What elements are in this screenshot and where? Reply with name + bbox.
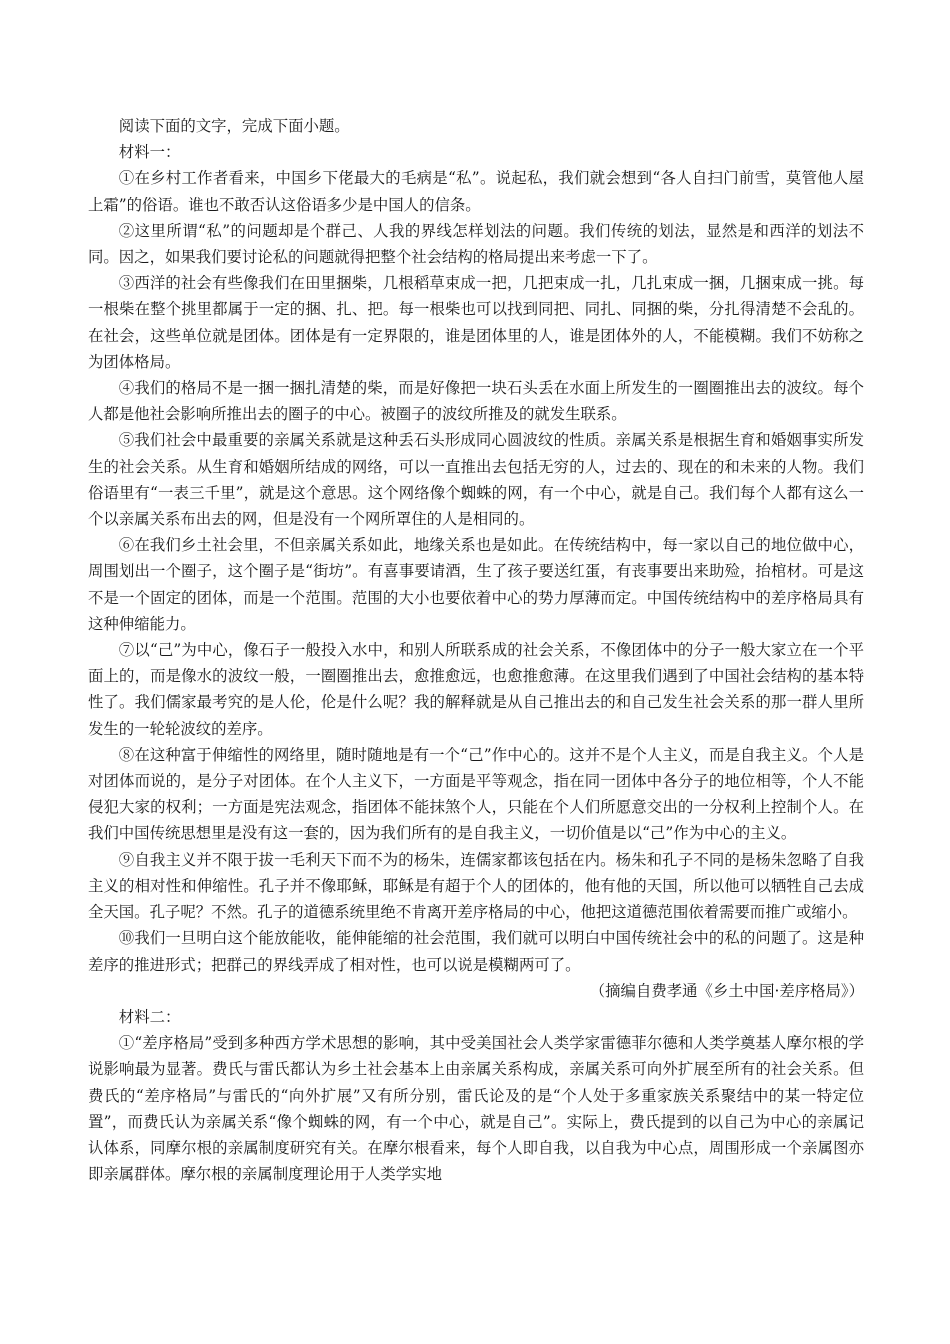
material2-heading: 材料二： [118,1007,181,1026]
material1-paragraph-10: ⑩我们一旦明白这个能放能收，能伸能缩的社会范围，我们就可以明白中国传统社会中的私的问题了。这是种差序的推进形式；把群己的界线弄成了相对性，也可以说是模糊两可了。 [88,929,864,974]
material1-paragraph-5: ⑤我们社会中最重要的亲属关系就是这种丢石头形成同心圆波纹的性质。亲属关系是根据生育和婚姻事实所发生的社会关系。从生育和婚姻所结成的网络，可以一直推出去包括无穷的人，过去的、现在的和未来的人物。我们俗语里有“一表三千里”，就是这个意思。这个网络像个蜘蛛的网，有一个中心，就是自己。我们每个人都有这么一个以亲属关系布出去的网，但是没有一个网所罩住的人是相同的。 [88,431,864,529]
document-page [88,113,864,1187]
material1-paragraph-4: ④我们的格局不是一捆一捆扎清楚的柴，而是好像把一块石头丢在水面上所发生的一圈圈推出去的波纹。每个人都是他社会影响所推出去的圈子的中心。被圈子的波纹所推及的就发生联系。 [88,379,864,424]
material1-paragraph-9: ⑨自我主义并不限于拔一毛利天下而不为的杨朱，连儒家都该包括在内。杨朱和孔子不同的是杨朱忽略了自我主义的相对性和伸缩性。孔子并不像耶稣，耶稣是有超于个人的团体的，他有他的天国，所以他可以牺牲自己去成全天国。孔子呢？不然。孔子的道德系统里绝不肯离开差序格局的中心，他把这道德范围依着需要而推广或缩小。 [88,850,864,922]
material1-paragraph-7: ⑦以“己”为中心，像石子一般投入水中，和别人所联系成的社会关系，不像团体中的分子一般大家立在一个平面上的，而是像水的波纹一般，一圈圈推出去，愈推愈远，也愈推愈薄。在这里我们遇到了中国社会结构的基本特性了。我们儒家最考究的是人伦，伦是什么呢？我的解释就是从自己推出去的和自己发生社会关系的那一群人里所发生的一轮轮波纹的差序。 [88,641,864,738]
material1-paragraph-8: ⑧在这种富于伸缩性的网络里，随时随地是有一个“己”作中心的。这并不是个人主义，而是自我主义。个人是对团体而说的，是分子对团体。在个人主义下，一方面是平等观念，指在同一团体中各分子的地位相等，个人不能侵犯大家的权利；一方面是宪法观念，指团体不能抹煞个人，只能在个人们所愿意交出的一分权利上控制个人。在我们中国传统思想里是没有这一套的，因为我们所有的是自我主义，一切价值是以“己”作为中心的主义。 [88,745,864,843]
material2-paragraph-1: ①“差序格局”受到多种西方学术思想的影响，其中受美国社会人类学家雷德菲尔德和人类学奠基人摩尔根的学说影响最为显著。费氏与雷氏都认为乡土社会基本上由亲属关系构成，亲属关系可向外扩展至所有的社会关系。但费氏的“差序格局”与雷氏的“向外扩展”又有所分别，雷氏论及的是“个人处于多重家族关系聚结中的某一特定位置”，而费氏认为亲属关系“像个蜘蛛的网，有一个中心，就是自己”。实际上，费氏提到的以自己为中心的亲属记认体系，同摩尔根的亲属制度研究有关。在摩尔根看来，每个人即自我，以自我为中心点，周围形成一个亲属图亦即亲属群体。摩尔根的亲属制度理论用于人类学实地 [88,1034,864,1184]
instruction: 阅读下面的文字，完成下面小题。 [118,117,350,135]
material1-paragraph-1: ①在乡村工作者看来，中国乡下佬最大的毛病是“私”。说起私，我们就会想到“各人自扫门前雪，莫管他人屋上霜”的俗语。谁也不敢否认这俗语多少是中国人的信条。 [88,169,864,214]
material1-heading: 材料一： [118,143,181,162]
material1-paragraph-3: ③西洋的社会有些像我们在田里捆柴，几根稻草束成一把，几把束成一扎，几扎束成一捆，几捆束成一挑。每一根柴在整个挑里都属于一定的捆、扎、把。每一根柴也可以找到同把、同扎、同捆的柴，分扎得清楚不会乱的。在社会，这些单位就是团体。团体是有一定界限的，谁是团体里的人，谁是团体外的人，不能模糊。我们不妨称之为团体格局。 [88,274,864,371]
material1-paragraph-6: ⑥在我们乡土社会里，不但亲属关系如此，地缘关系也是如此。在传统结构中，每一家以自己的地位做中心，周围划出一个圈子，这个圈子是“街坊”。有喜事要请酒，生了孩子要送红蛋，有丧事要出来助殓，抬棺材。可是这不是一个固定的团体，而是一个范围。范围的大小也要依着中心的势力厚薄而定。中国传统结构中的差序格局具有这种伸缩能力。 [88,536,864,633]
material1-source: （摘编自费孝通《乡土中国·差序格局》） [589,981,864,1000]
material1-paragraph-2: ②这里所谓“私”的问题却是个群己、人我的界线怎样划法的问题。我们传统的划法，显然是和西洋的划法不同。因之，如果我们要讨论私的问题就得把整个社会结构的格局提出来考虑一下了。 [88,221,864,267]
